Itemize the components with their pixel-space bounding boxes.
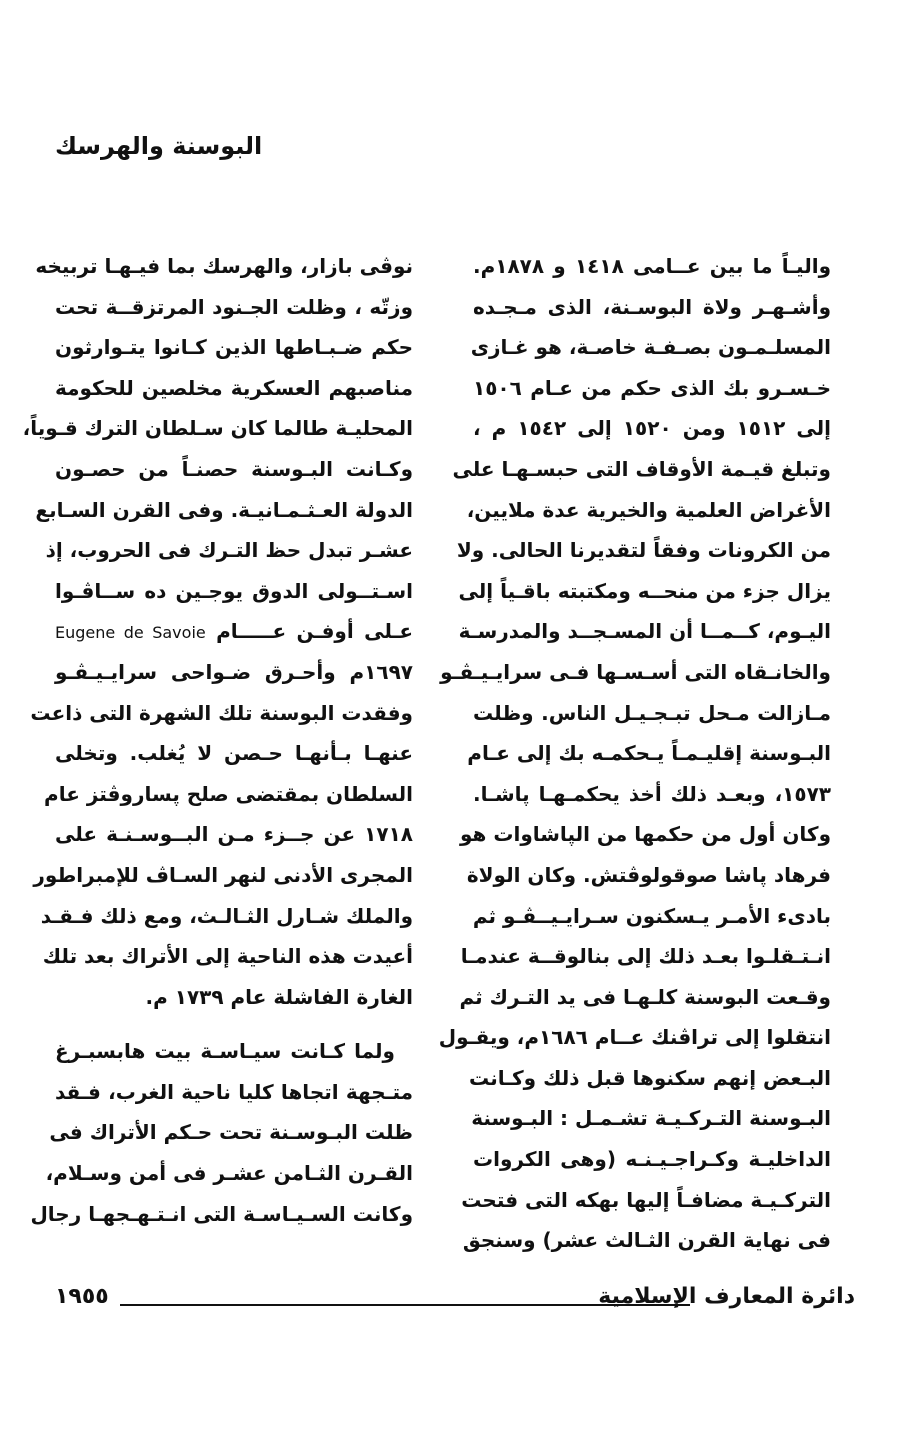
text-line: مـازالت مـحل تبـجـيـل الناس. وظلت (473, 700, 831, 725)
text-line: أعيدت هذه الناحية إلى الأتراك بعد تلك (42, 944, 413, 969)
text-line-with-latin (55, 611, 413, 652)
text-line: القـرن الثـامن عشـر فى أمن وسـلام، (45, 1161, 413, 1186)
text-line: الغارة الفاشلة عام ١٧٣٩ م. (145, 984, 413, 1009)
paragraph-gap (55, 1017, 413, 1031)
text-line: وتبلغ قيـمة الأوقاف التى حبسـهـا على (452, 456, 831, 481)
text-line: البـوسنة التـركـيـة تشـمـل : البـوسنة (471, 1106, 831, 1131)
text-line: فى نهاية القرن الثـالث عشر) وسنجق (462, 1228, 831, 1253)
text-line: ظلت البـوسـنة تحت حـكم الأتراك فى (49, 1120, 413, 1145)
text-line: وفقدت البوسنة تلك الشهرة التى ذاعت (30, 700, 413, 725)
text-line: إلى ١٥١٢ ومن ١٥٢٠ إلى ١٥٤٢ م ، (473, 416, 832, 441)
text-line: ولما كـانت سيـاسـة بيت هابسبـرغ (55, 1039, 395, 1064)
text-line: البـعض إنهم سكنوها قبل ذلك وكـانت (469, 1065, 831, 1090)
text-column-right (438, 246, 832, 1261)
text-line: حكم ضـبـاطها الذين كـانوا يتـوارثون (55, 335, 413, 360)
text-line: واليـاً ما بين عــامى ١٤١٨ و ١٨٧٨م. (473, 254, 832, 278)
publication-title: دائرة المعارف الإسلامية (598, 1284, 855, 1309)
page-footer (55, 1284, 855, 1324)
text-line: انتقلوا إلى تراڤنك عــام ١٦٨٦م، ويقـول (438, 1025, 831, 1050)
text-line: بادىء الأمـر يـسكنون سـرايـيــڤـو ثم (472, 903, 831, 928)
text-line: خـسـرو بك الذى حكم من عـام ١٥٠٦ (473, 375, 831, 400)
text-line: الداخليـة وكـراجـيـنـه (وهى الكروات (473, 1147, 831, 1172)
page-number: ١٩٥٥ (55, 1284, 109, 1309)
text-line: اسـتــولى الدوق يوجـين ده ســاڤـوا (55, 578, 413, 603)
text-line: وقـعت البوسنة كلـهـا فى يد التـرك ثم (459, 984, 831, 1009)
text-line: عشـر تبدل حظ التـرك فى الحروب، إذ (45, 538, 413, 563)
text-line: السلطان بمقتضى صلح پساروڤتز عام (44, 781, 413, 806)
text-line: المسلـمـون بصـفـة خاصـة، هو غـازى (470, 335, 831, 360)
text-line: فرهاد پاشا صوقولوڤتش. وكان الولاة (466, 862, 831, 887)
line-arabic-text: عـلى أوفـن عـــــام (216, 619, 413, 644)
text-line: نوڤى بازار، والهرسك بما فيـهـا تربيخه (35, 254, 413, 278)
text-line: وكـانت البـوسنة حصنـاً من حصـون (55, 456, 413, 481)
text-line: وكان أول من حكمها من الپاشاوات هو (460, 822, 831, 847)
text-line: انـتـقلـوا بعـد ذلك إلى بنالوقــة عندمـا (460, 944, 831, 969)
text-line: متـجهة اتجاها كليا ناحية الغرب، فـقد (55, 1079, 413, 1104)
text-line: المحليـة طالما كان سـلطان الترك قـوياً، (22, 416, 413, 441)
text-line: مناصبهم العسكرية مخلصين للحكومة (55, 375, 413, 400)
text-line: الأغراض العلمية والخيرية عدة ملايين، (466, 497, 831, 522)
text-line: التركـيـة مضافـاً إليها بهكه التى فتحت (461, 1187, 831, 1212)
text-line: البـوسنة إقليـمـاً يـحكمـه بك إلى عـام (467, 741, 831, 766)
text-line: والخانـقاه التى أسـسـها فـى سرايـيـڤـو (440, 659, 831, 684)
running-header: البوسنة والهرسك (55, 132, 263, 160)
text-line: ١٥٧٣، وبعـد ذلك أخذ يحكمـهـا پاشـا. (473, 781, 831, 806)
text-line: والملك شـارل الثـالـث، ومع ذلك فـقـد (40, 903, 413, 928)
text-line: وزتّه ، وظلت الجـنود المرتزقــة تحت (55, 294, 413, 319)
text-line: عنهـا بـأنهـا حـصن لا يُغلب. وتخلى (55, 741, 413, 766)
text-line: اليـوم، كــمــا أن المسـجــد والمدرسـة (458, 619, 831, 644)
text-line: ١٧١٨ عن جــزء مـن البــوسـنـة على (55, 822, 413, 847)
text-line: المجرى الأدنى لنهر السـاڤ للإمبراطور (33, 862, 413, 887)
text-column-left (22, 246, 413, 1234)
text-line: الدولة العـثـمـانيـة. وفى القرن السـابع (35, 497, 413, 522)
text-line: ١٦٩٧م وأحـرق ضـواحى سرايـيـڤـو (55, 659, 413, 684)
text-line: يزال جزء من منحــه ومكتبته باقـياً إلى (458, 578, 831, 603)
text-line: وكانت السـيـاسـة التى انـتـهـجهـا رجال (30, 1201, 413, 1226)
text-line: وأشـهـر ولاة البوسـنة، الذى مـجـده (473, 294, 831, 319)
latin-name: Eugene de Savoie (55, 623, 206, 643)
text-line: من الكرونات وفقاً لتقديرنا الحالى. ولا (456, 538, 831, 563)
